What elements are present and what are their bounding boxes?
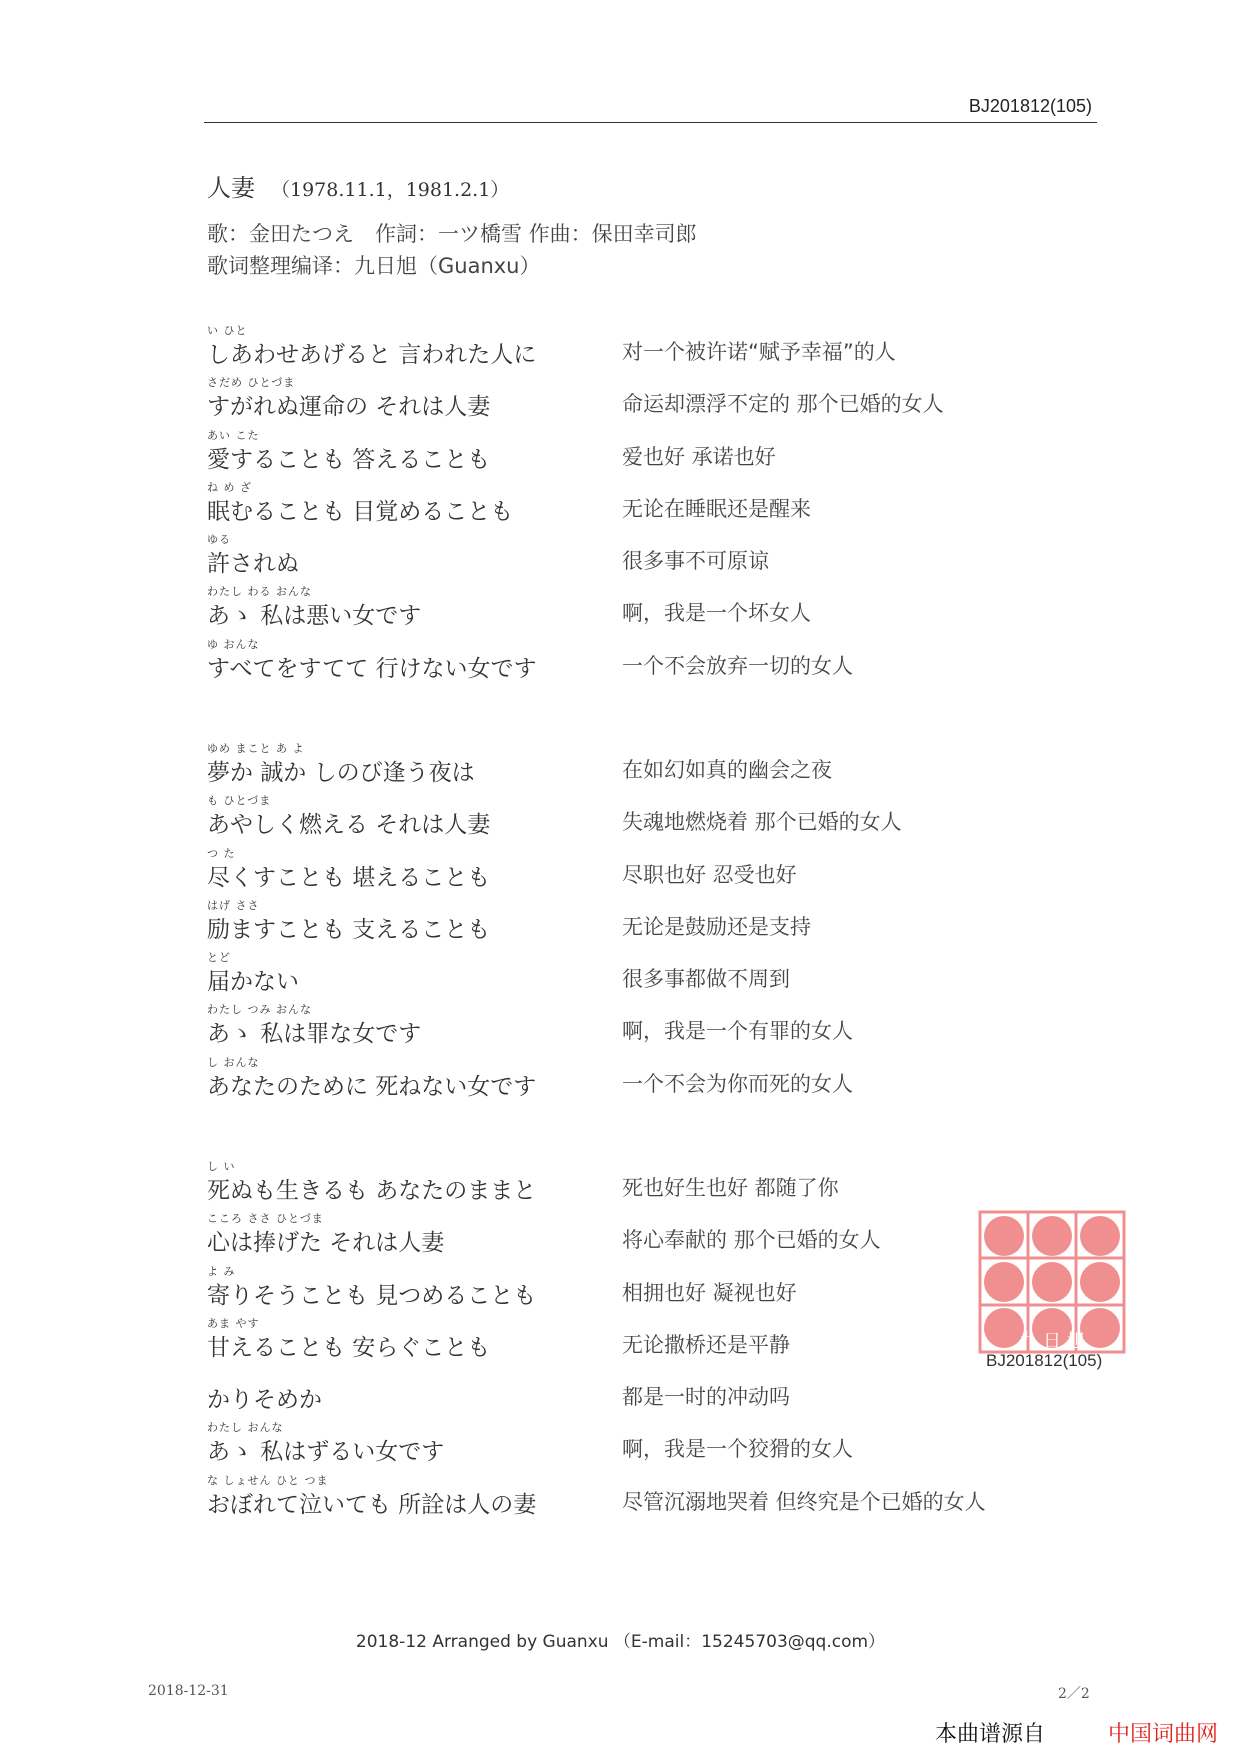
seal-dot xyxy=(1080,1216,1120,1256)
lyric-line xyxy=(0,740,1241,792)
furigana: とど xyxy=(207,951,231,965)
lyric-line xyxy=(0,374,1241,426)
lyric-chinese: 无论在睡眠还是醒来 xyxy=(622,496,811,521)
lyric-line xyxy=(0,897,1241,949)
lyric-line xyxy=(0,583,1241,635)
furigana: あい こた xyxy=(207,428,260,442)
lyric-japanese: すがれぬ運命の それは人妻 xyxy=(207,394,491,421)
lyric-japanese: 甘えることも 安らぐことも xyxy=(207,1334,491,1361)
lyric-chinese: 啊，我是一个有罪的女人 xyxy=(622,1019,853,1044)
furigana: あま やす xyxy=(207,1316,260,1330)
lyric-japanese: 尽くすことも 堪えることも xyxy=(207,864,491,891)
lyric-japanese: 許されぬ xyxy=(207,551,299,578)
lyric-japanese: かりそめか xyxy=(207,1387,322,1414)
lyric-line xyxy=(0,949,1241,1001)
lyric-japanese: 眠むることも 目覚めることも xyxy=(207,498,514,525)
lyric-chinese: 命运却漂浮不定的 那个已婚的女人 xyxy=(622,392,944,417)
lyric-japanese: あなたのために 死ねない女です xyxy=(207,1073,537,1100)
furigana: さだめ ひとづま xyxy=(207,376,296,390)
seal-dot xyxy=(984,1262,1024,1302)
lyric-line xyxy=(0,792,1241,844)
furigana: ね め ざ xyxy=(207,480,252,494)
lyric-chinese: 都是一时的冲动吗 xyxy=(622,1385,790,1410)
seal-dot xyxy=(1080,1308,1120,1348)
source-label: 本曲谱源自 xyxy=(935,1722,1046,1747)
lyric-chinese: 无论是鼓励还是支持 xyxy=(622,914,811,939)
lyric-chinese: 啊，我是一个狡猾的女人 xyxy=(622,1437,853,1462)
furigana: も ひとづま xyxy=(207,794,272,808)
furigana: よ み xyxy=(207,1264,236,1278)
lyric-line xyxy=(0,845,1241,897)
lyric-japanese: あゝ 私はずるい女です xyxy=(207,1439,445,1466)
lyric-chinese: 很多事不可原谅 xyxy=(622,549,769,574)
lyric-japanese: しあわせあげると 言われた人に xyxy=(207,342,537,368)
lyric-japanese: 死ぬも生きるも あなたのままと xyxy=(207,1178,537,1204)
lyric-japanese: 夢か 誠か しのび逢う夜は xyxy=(207,760,475,786)
furigana: な しょせん ひと つま xyxy=(207,1473,329,1487)
lyric-chinese: 在如幻如真的幽会之夜 xyxy=(622,758,832,782)
furigana: こころ ささ ひとづま xyxy=(207,1212,324,1226)
lyric-japanese: あやしく燃える それは人妻 xyxy=(207,812,491,839)
lyric-japanese: 愛することも 答えることも xyxy=(207,446,491,473)
lyric-japanese: あゝ 私は悪い女です xyxy=(207,603,422,630)
lyric-chinese: 失魂地燃烧着 那个已婚的女人 xyxy=(622,810,902,835)
seal-dot xyxy=(984,1216,1024,1256)
song-title-block xyxy=(207,168,509,203)
lyric-chinese: 将心奉献的 那个已婚的女人 xyxy=(622,1228,881,1253)
furigana: わたし おんな xyxy=(207,1421,284,1435)
lyric-japanese: 寄りそうことも 見つめることも xyxy=(207,1282,537,1309)
lyric-chinese: 爱也好 承诺也好 xyxy=(622,444,776,469)
furigana: し い xyxy=(207,1160,236,1173)
lyric-line xyxy=(0,1054,1241,1106)
lyric-line xyxy=(0,531,1241,583)
lyric-chinese: 尽管沉溺地哭着 但终究是个已婚的女人 xyxy=(622,1489,986,1514)
lyrics-body xyxy=(0,322,1241,1576)
furigana: し おんな xyxy=(207,1055,260,1069)
lyric-line xyxy=(0,322,1241,374)
lyric-chinese: 尽职也好 忍受也好 xyxy=(622,862,797,887)
lyric-line xyxy=(0,479,1241,531)
seal-dot xyxy=(1080,1262,1120,1302)
verse xyxy=(0,740,1241,1158)
seal-caption: BJ201812(105) xyxy=(986,1351,1103,1370)
lyric-japanese: あゝ 私は罪な女です xyxy=(207,1021,422,1048)
lyric-chinese: 死也好生也好 都随了你 xyxy=(622,1176,839,1200)
footer-arranged-by: 2018-12 Arranged by Guanxu （E-mail：15245703@qq.com） xyxy=(355,1632,886,1652)
song-dates: （1978.11.1，1981.2.1） xyxy=(271,179,510,201)
lyric-line xyxy=(0,1419,1241,1471)
furigana: はげ ささ xyxy=(207,898,260,912)
furigana: ゆめ まこと あ よ xyxy=(207,742,305,755)
lyric-chinese: 一个不会放弃一切的女人 xyxy=(622,653,853,678)
furigana: つ た xyxy=(207,846,236,860)
song-title: 人妻 xyxy=(207,174,255,202)
seal-text: 九 日 旭 xyxy=(1019,1331,1085,1352)
lyric-chinese: 相拥也好 凝视也好 xyxy=(622,1280,797,1305)
lyric-japanese: 励ますことも 支えることも xyxy=(207,916,491,943)
lyric-line xyxy=(0,1001,1241,1053)
lyric-line xyxy=(0,427,1241,479)
lyric-chinese: 很多事都做不周到 xyxy=(622,967,790,992)
lyric-japanese: おぼれて泣いても 所詮は人の妻 xyxy=(207,1491,537,1518)
lyric-line xyxy=(0,636,1241,688)
seal-dot xyxy=(1032,1262,1072,1302)
furigana: わたし つみ おんな xyxy=(207,1003,312,1017)
furigana: わたし わる おんな xyxy=(207,585,312,599)
lyric-chinese: 对一个被许诺“赋予幸福”的人 xyxy=(622,340,896,364)
header-rule xyxy=(204,122,1097,123)
seal-stamp xyxy=(978,1210,1126,1354)
lyric-chinese: 啊，我是一个坏女人 xyxy=(622,601,811,626)
lyric-japanese: 届かない xyxy=(207,969,299,996)
lyric-line xyxy=(0,1367,1241,1419)
lyric-line xyxy=(0,1472,1241,1524)
lyrics-arranger: 歌词整理编译：九日旭（Guanxu） xyxy=(207,254,541,278)
seal-dot xyxy=(984,1308,1024,1348)
lyric-chinese: 一个不会为你而死的女人 xyxy=(622,1071,853,1096)
seal-dot xyxy=(1032,1216,1072,1256)
lyric-japanese: 心は捧げた それは人妻 xyxy=(207,1230,445,1257)
footer-date: 2018-12-31 xyxy=(148,1683,229,1699)
lyric-chinese: 无论撒桥还是平静 xyxy=(622,1332,790,1357)
verse xyxy=(0,322,1241,740)
furigana: ゆる xyxy=(207,533,231,547)
furigana: ゆ おんな xyxy=(207,637,260,651)
lyric-japanese: すべてをすてて 行けない女です xyxy=(207,655,537,682)
source-site-link[interactable]: 中国词曲网 xyxy=(1108,1722,1219,1747)
lyric-line xyxy=(0,1158,1241,1210)
document-code: BJ201812(105) xyxy=(968,96,1092,116)
song-credits: 歌：金田たつえ 作詞：一ツ橋雪 作曲：保田幸司郎 xyxy=(207,222,697,246)
page-number: 2／2 xyxy=(1058,1686,1090,1702)
furigana: い ひと xyxy=(207,324,248,337)
